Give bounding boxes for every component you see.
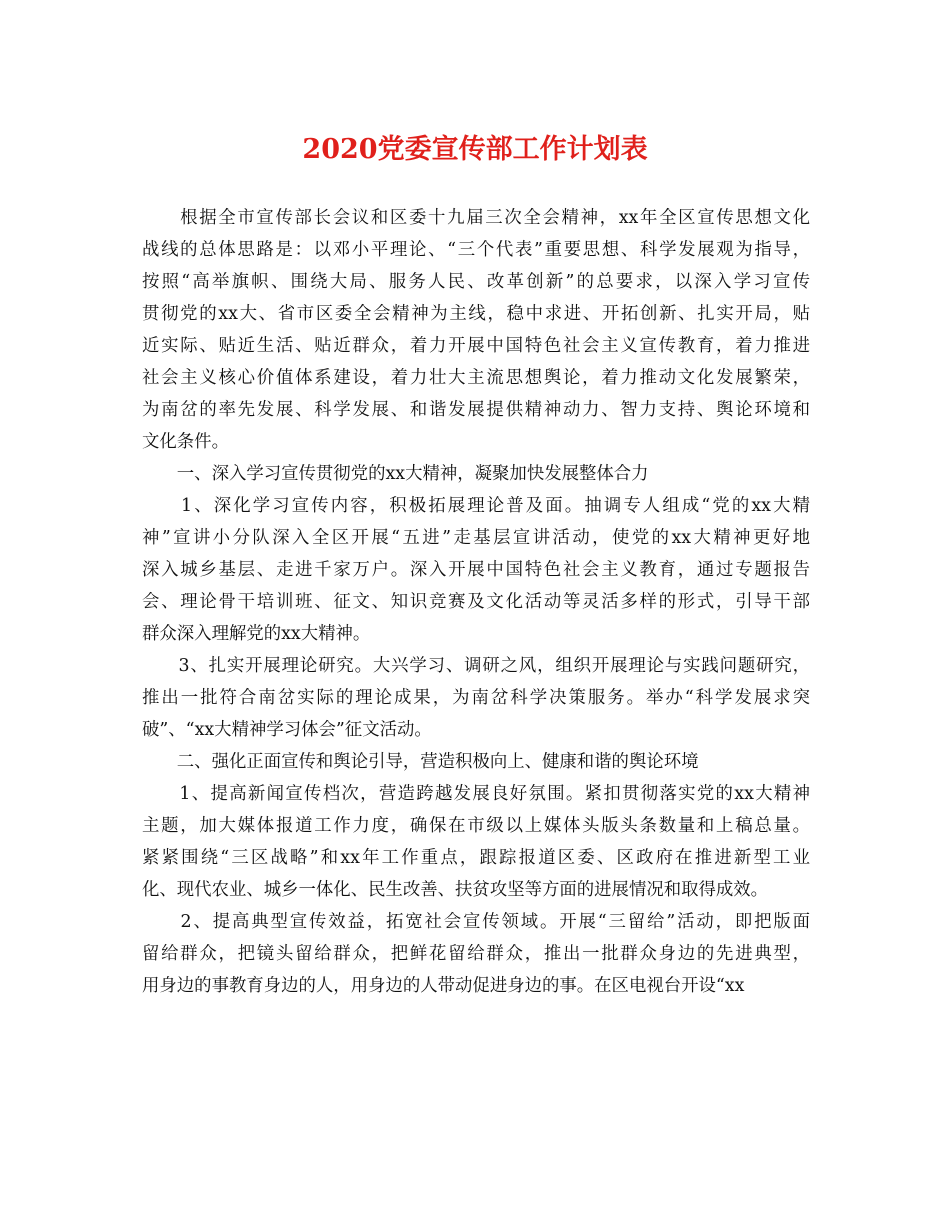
text-line: 战线的总体思路是：以邓小平理论、“三个代表”重要思想、科学发展观为指导， — [142, 240, 810, 260]
paragraph — [142, 458, 810, 490]
text-line: 留给群众，把镜头留给群众，把鲜花留给群众，推出一批群众身边的先进典型， — [142, 944, 810, 964]
text-line: 为南岔的率先发展、科学发展、和谐发展提供精神动力、智力支持、舆论环境和 — [142, 400, 810, 420]
text-line: 近实际、贴近生活、贴近群众，着力开展中国特色社会主义宣传教育，着力推进 — [142, 336, 810, 356]
paragraph — [142, 746, 810, 778]
text-line: 会、理论骨干培训班、征文、知识竞赛及文化活动等灵活多样的形式，引导干部 — [142, 592, 810, 612]
text-line: 破”、“xx大精神学习体会”征文活动。 — [142, 720, 432, 740]
text-line: 神”宣讲小分队深入全区开展“五进”走基层宣讲活动，使党的xx大精神更好地 — [142, 528, 810, 548]
text-line: 群众深入理解党的xx大精神。 — [142, 624, 371, 644]
text-line: 贯彻党的xx大、省市区委全会精神为主线，稳中求进、开拓创新、扎实开局，贴 — [142, 304, 810, 324]
text-line: 用身边的事教育身边的人，用身边的人带动促进身边的事。在区电视台开设“xx — [142, 976, 745, 996]
text-line: 化、现代农业、城乡一体化、民生改善、扶贫攻坚等方面的进展情况和取得成效。 — [142, 880, 769, 900]
text-line: 社会主义核心价值体系建设，着力壮大主流思想舆论，着力推动文化发展繁荣， — [142, 368, 810, 388]
text-line: 1、提高新闻宣传档次，营造跨越发展良好氛围。紧扣贯彻落实党的xx大精神 — [142, 784, 810, 804]
text-line: 二、强化正面宣传和舆论引导，营造积极向上、健康和谐的舆论环境 — [142, 752, 699, 772]
text-line: 主题，加大媒体报道工作力度，确保在市级以上媒体头版头条数量和上稿总量。 — [142, 816, 810, 836]
paragraph — [142, 202, 810, 458]
text-line: 深入城乡基层、走进千家万户。深入开展中国特色社会主义教育，通过专题报告 — [142, 560, 810, 580]
paragraph — [142, 778, 810, 906]
text-line: 1、深化学习宣传内容，积极拓展理论普及面。抽调专人组成“党的xx大精 — [142, 496, 810, 516]
paragraph — [142, 906, 810, 1002]
document-title: 2020党委宣传部工作计划表 — [302, 134, 648, 165]
text-line: 一、深入学习宣传贯彻党的xx大精神，凝聚加快发展整体合力 — [142, 464, 649, 484]
text-line: 按照“高举旗帜、围绕大局、服务人民、改革创新”的总要求，以深入学习宣传 — [142, 272, 810, 292]
text-line: 紧紧围绕“三区战略”和xx年工作重点，跟踪报道区委、区政府在推进新型工业 — [142, 848, 810, 868]
text-line: 根据全市宣传部长会议和区委十九届三次全会精神，xx年全区宣传思想文化 — [142, 208, 810, 228]
text-line: 3、扎实开展理论研究。大兴学习、调研之风，组织开展理论与实践问题研究， — [142, 656, 810, 676]
text-line: 2、提高典型宣传效益，拓宽社会宣传领域。开展“三留给”活动，即把版面 — [142, 912, 810, 932]
paragraph — [142, 490, 810, 650]
document-body — [142, 202, 810, 1002]
text-line: 文化条件。 — [142, 432, 229, 452]
text-line: 推出一批符合南岔实际的理论成果，为南岔科学决策服务。举办“科学发展求突 — [142, 688, 810, 708]
paragraph — [142, 650, 810, 746]
